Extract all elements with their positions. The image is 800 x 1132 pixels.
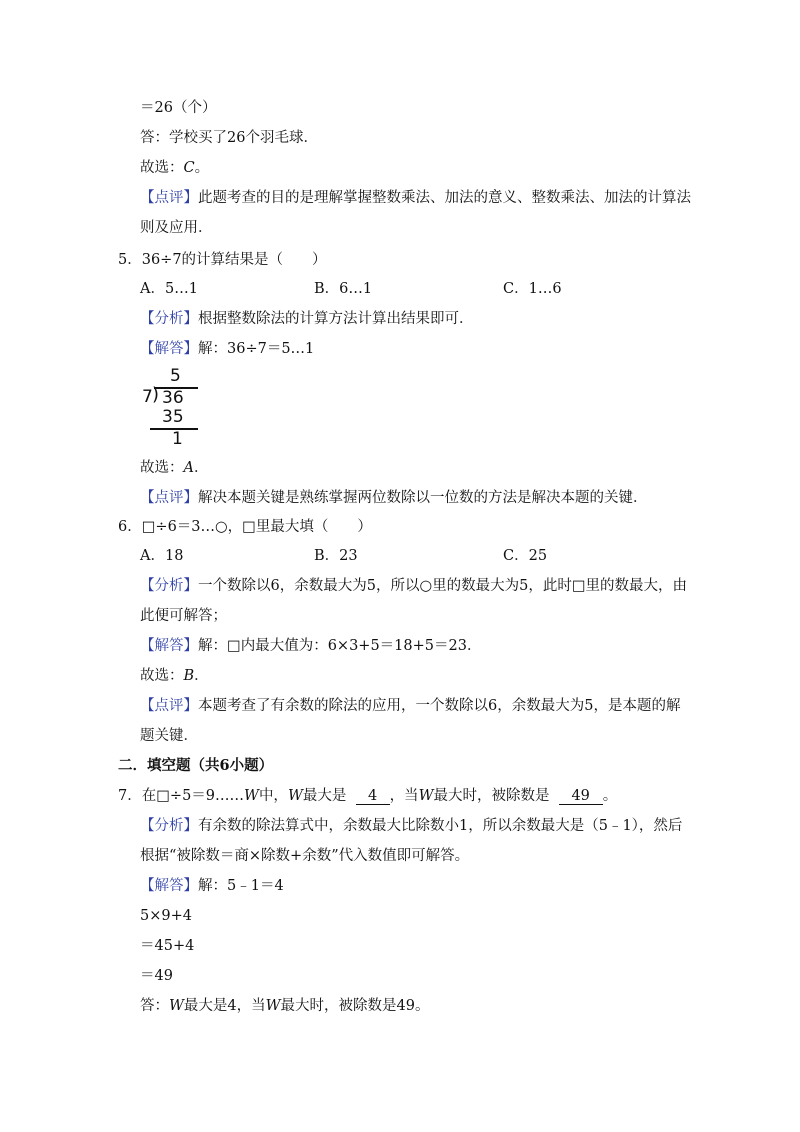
- ld-bracket: ): [152, 384, 160, 405]
- answer-tag: 【解答】: [140, 878, 198, 894]
- q7-stem-c: 最大是: [302, 788, 347, 804]
- q6-choose: [140, 666, 209, 686]
- q6-comment: [140, 696, 680, 716]
- q6-answer: [140, 636, 481, 656]
- answer-text: 解：□内最大值为：6×3+5＝18+5＝23．: [198, 638, 482, 654]
- q5-option-a: A．5…1: [140, 281, 198, 297]
- q7-step-3: ＝49: [140, 968, 173, 984]
- answer-text: 解：5﹣1＝4: [198, 878, 284, 894]
- q5-analysis: [140, 309, 474, 329]
- ld-quotient: 5: [170, 366, 181, 386]
- q7-analysis: [140, 816, 682, 836]
- q6-stem: 6．□÷6＝3…○，□里最大填（ ）: [118, 519, 372, 535]
- q5-answer: [140, 339, 314, 359]
- comment-tag: 【点评】: [140, 490, 198, 506]
- q7-var-w: W: [265, 998, 281, 1014]
- q7-stem-d: ，当: [389, 788, 419, 804]
- choose-suffix: 。: [194, 160, 210, 176]
- q7-var-w: W: [169, 998, 184, 1014]
- choose-prefix: 故选：: [140, 460, 184, 476]
- prev-eq-line: ＝26（个）: [140, 100, 217, 116]
- q5-choose: [140, 458, 208, 478]
- q7-step-2: ＝45+4: [140, 938, 195, 954]
- answer-tag: 【解答】: [140, 341, 198, 357]
- choose-prefix: 故选：: [140, 160, 184, 176]
- q7-final: [140, 996, 430, 1016]
- q7-blank-1: 4: [356, 788, 390, 805]
- prev-answer-line: 答：学校买了26个羽毛球．: [140, 130, 318, 146]
- q7-blank-2: 49: [559, 788, 603, 805]
- q7-stem-b: 中，: [258, 788, 288, 804]
- q5-stem: 5．36÷7的计算结果是（ ）: [118, 252, 327, 268]
- analysis-text: 根据整数除法的计算方法计算出结果即可．: [198, 311, 474, 327]
- answer-tag: 【解答】: [140, 638, 198, 654]
- q6-option-b: B．23: [314, 548, 358, 564]
- analysis-tag: 【分析】: [140, 578, 198, 594]
- choose-letter: B: [183, 668, 195, 684]
- ld-product: 35: [162, 407, 184, 427]
- q7-var-w: W: [287, 788, 303, 804]
- prev-comment-line: [140, 188, 691, 208]
- choose-suffix: ．: [193, 460, 209, 476]
- comment-tag: 【点评】: [140, 190, 198, 206]
- q7-final-b: 最大是4，当: [183, 998, 266, 1014]
- comment-text: 本题考查了有余数的除法的应用，一个数除以6，余数最大为5，是本题的解: [198, 698, 681, 714]
- q7-answer: [140, 876, 284, 896]
- q7-stem-a: 7．在□÷5＝9……: [118, 788, 245, 804]
- analysis-text: 有余数的除法算式中，余数最大比除数小1，所以余数最大是（5﹣1），然后: [198, 818, 683, 834]
- q5-option-c: C．1…6: [503, 281, 562, 297]
- prev-comment-line-2: 则及应用．: [140, 220, 213, 236]
- q6-comment-2: 题关键．: [140, 728, 198, 744]
- long-division-figure: [140, 367, 204, 449]
- q7-step-1: 5×9+4: [140, 908, 192, 924]
- q7-var-w: W: [244, 788, 259, 804]
- answer-text: 解：36÷7＝5…1: [198, 341, 315, 357]
- q6-option-c: C．25: [503, 548, 548, 564]
- q7-stem-f: 。: [602, 788, 618, 804]
- q5-comment: [140, 488, 648, 508]
- ld-remainder: 1: [172, 429, 183, 449]
- comment-tag: 【点评】: [140, 698, 198, 714]
- q7-stem-e: 最大时，被除数是: [433, 788, 550, 804]
- choose-suffix: ．: [194, 668, 209, 684]
- q7-analysis-2: 根据“被除数＝商×除数+余数”代入数值即可解答。: [140, 848, 470, 864]
- q7-final-a: 答：: [140, 998, 169, 1014]
- comment-text: 解决本题关键是熟练掌握两位数除以一位数的方法是解决本题的关键．: [198, 490, 648, 506]
- q5-option-b: B．6…1: [314, 281, 373, 297]
- q7-var-w: W: [418, 788, 434, 804]
- q7-stem: [118, 786, 617, 806]
- prev-choose-line: [140, 158, 209, 178]
- ld-divisor: 7: [142, 387, 153, 407]
- comment-text: 此题考查的目的是理解掌握整数乘法、加法的意义、整数乘法、加法的计算法: [198, 190, 691, 206]
- choose-letter: C: [183, 160, 195, 176]
- section-title: 二．填空题（共6小题）: [118, 757, 274, 774]
- choose-prefix: 故选：: [140, 668, 184, 684]
- choose-letter: A: [183, 460, 194, 476]
- q7-final-c: 最大时，被除数是49。: [280, 998, 430, 1014]
- analysis-text: 一个数除以6，余数最大为5，所以○里的数最大为5，此时□里的数最大，由: [198, 578, 688, 594]
- q6-analysis: [140, 576, 687, 596]
- analysis-tag: 【分析】: [140, 311, 198, 327]
- analysis-tag: 【分析】: [140, 818, 198, 834]
- q6-option-a: A．18: [140, 548, 184, 564]
- q6-analysis-2: 此便可解答；: [140, 608, 227, 624]
- ld-dividend: 36: [162, 388, 184, 408]
